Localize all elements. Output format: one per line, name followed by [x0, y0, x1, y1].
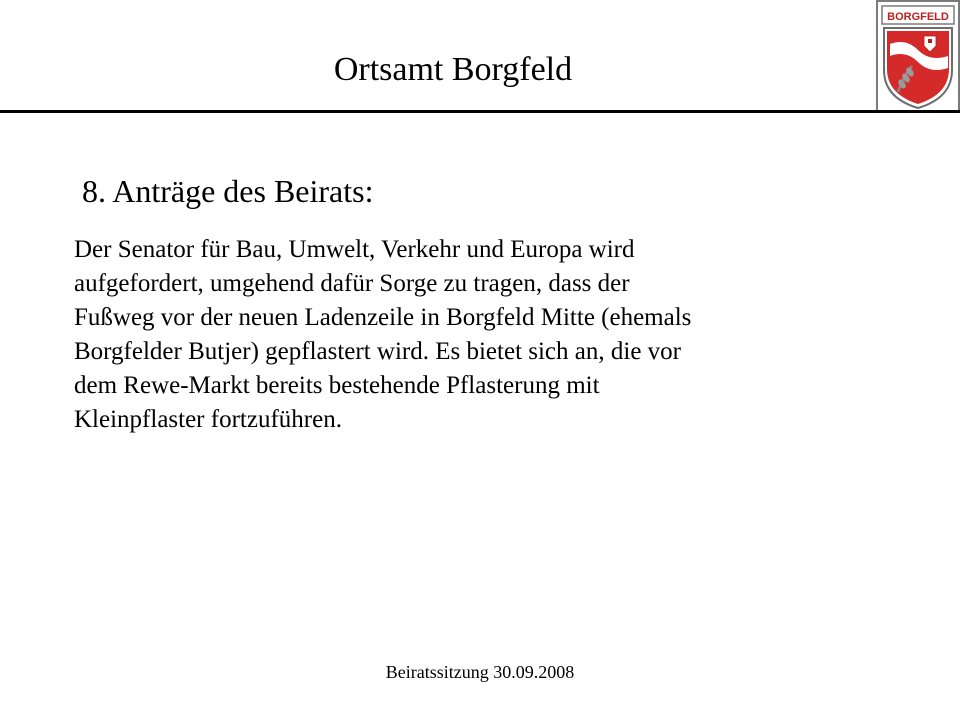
footer-session-date: Beiratssitzung 30.09.2008 [385, 662, 575, 682]
header-divider [0, 110, 960, 113]
motion-text-line: Der Senator für Bau, Umwelt, Verkehr und Europa wird [74, 236, 635, 263]
motion-text-line: Fußweg vor der neuen Ladenzeile in Borgfeld Mitte (ehemals [74, 304, 692, 331]
motion-text-line: aufgefordert, umgehend dafür Sorge zu tragen, dass der [74, 270, 630, 297]
crest-label: BORGFELD [887, 11, 949, 23]
motion-text-line: Borgfelder Butjer) gepflastert wird. Es bietet sich an, die vor [74, 338, 681, 365]
motion-text-line: dem Rewe-Markt bereits bestehende Pflasterung mit [74, 372, 600, 399]
borgfeld-crest-logo [876, 0, 960, 112]
section-heading: 8. Anträge des Beirats: [82, 173, 374, 209]
motion-text-line: Kleinpflaster fortzuführen. [74, 406, 342, 433]
page-title: Ortsamt Borgfeld [333, 51, 573, 88]
motion-text [74, 233, 904, 437]
